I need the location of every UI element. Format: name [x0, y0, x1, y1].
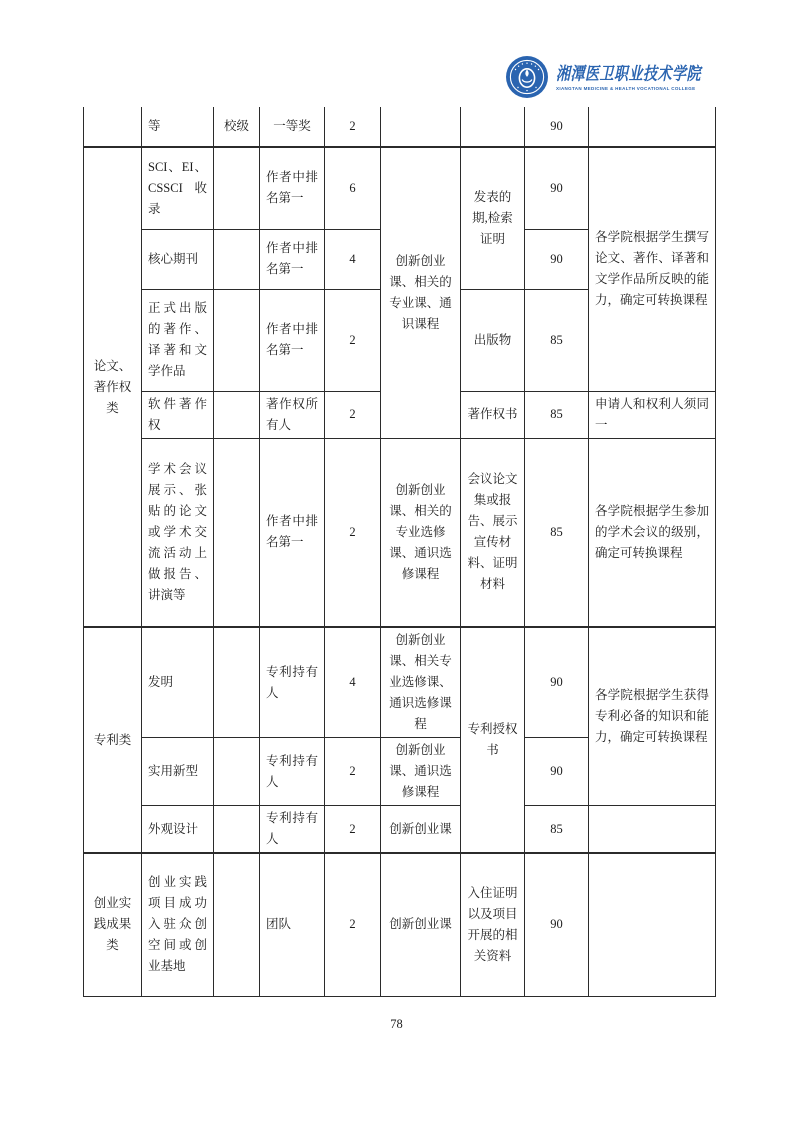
- college-name-en: XIANGTAN MEDICINE & HEALTH VOCATIONAL COLLEGE: [556, 86, 696, 91]
- table-row: [84, 147, 716, 229]
- cell-score: 90: [525, 627, 589, 738]
- cell-requirement: 专利持有人: [260, 806, 325, 854]
- cell-evidence: 专利授权书: [461, 627, 525, 853]
- cell-subtype: 外观设计: [142, 806, 214, 854]
- cell-score: 90: [525, 229, 589, 289]
- table-row: [84, 806, 716, 854]
- page-number: 78: [390, 1017, 403, 1031]
- cell-requirement: 作者中排名第一: [260, 147, 325, 229]
- cell-credit: 4: [325, 627, 381, 738]
- college-logo: [505, 55, 701, 99]
- credit-conversion-table: [83, 107, 716, 997]
- cell-level: 校级: [214, 107, 260, 147]
- cell-subtype: SCI、EI、CSSCI收录: [142, 147, 214, 229]
- cell-course: 创新创业课、相关的专业课、通识课程: [381, 147, 461, 438]
- cell-score: 90: [525, 853, 589, 996]
- cell-credit: 2: [325, 289, 381, 391]
- cell-credit: 2: [325, 738, 381, 806]
- cell-level: [214, 853, 260, 996]
- cell-evidence: 发表的期,检索证明: [461, 147, 525, 289]
- cell-course: 创新创业课、相关的专业选修课、通识选修课程: [381, 438, 461, 627]
- college-name-zh: 湘潭医卫职业技术学院: [556, 65, 701, 85]
- cell-level: [214, 627, 260, 738]
- cell-evidence: 入住证明以及项目开展的相关资料: [461, 853, 525, 996]
- cell-subtype: 核心期刊: [142, 229, 214, 289]
- cell-evidence: 会议论文集或报告、展示宣传材料、证明材料: [461, 438, 525, 627]
- cell-requirement: 专利持有人: [260, 738, 325, 806]
- cell-category: 创业实践成果类: [84, 853, 142, 996]
- cell-evidence: 出版物: [461, 289, 525, 391]
- cell-course: 创新创业课、通识选修课程: [381, 738, 461, 806]
- cell-level: [214, 289, 260, 391]
- credit-conversion-table-wrap: [83, 107, 716, 997]
- cell-category: 论文、著作权类: [84, 147, 142, 627]
- cell-credit: 4: [325, 229, 381, 289]
- cell-category: 专利类: [84, 627, 142, 853]
- cell-score: 85: [525, 289, 589, 391]
- college-emblem-icon: [505, 55, 549, 99]
- cell-score: 85: [525, 391, 589, 438]
- cell-note: 各学院根据学生撰写论文、著作、译著和文学作品所反映的能力，确定可转换课程: [589, 147, 716, 391]
- cell-subtype: 等: [142, 107, 214, 147]
- cell-score: 90: [525, 738, 589, 806]
- cell-note: [589, 806, 716, 854]
- table-row: [84, 627, 716, 738]
- cell-credit: 6: [325, 147, 381, 229]
- cell-subtype: 发明: [142, 627, 214, 738]
- college-name-block: [556, 63, 701, 91]
- cell-requirement: 一等奖: [260, 107, 325, 147]
- cell-level: [214, 147, 260, 229]
- cell-score: 90: [525, 107, 589, 147]
- cell-note: [589, 853, 716, 996]
- cell-subtype: 实用新型: [142, 738, 214, 806]
- cell-level: [214, 391, 260, 438]
- cell-score: 85: [525, 806, 589, 854]
- cell-requirement: 作者中排名第一: [260, 438, 325, 627]
- cell-credit: 2: [325, 806, 381, 854]
- cell-requirement: 著作权所有人: [260, 391, 325, 438]
- cell-subtype: 软件著作权: [142, 391, 214, 438]
- cell-score: 90: [525, 147, 589, 229]
- cell-requirement: 团队: [260, 853, 325, 996]
- cell-evidence: [461, 107, 525, 147]
- table-row: [84, 438, 716, 627]
- cell-subtype: 创业实践项目成功入驻众创空间或创业基地: [142, 853, 214, 996]
- cell-credit: 2: [325, 853, 381, 996]
- table-row: [84, 107, 716, 147]
- cell-course: [381, 107, 461, 147]
- cell-level: [214, 806, 260, 854]
- cell-note: 各学院根据学生参加的学术会议的级别，确定可转换课程: [589, 438, 716, 627]
- cell-level: [214, 229, 260, 289]
- cell-course: 创新创业课: [381, 806, 461, 854]
- cell-credit: 2: [325, 107, 381, 147]
- cell-category: [84, 107, 142, 147]
- cell-requirement: 作者中排名第一: [260, 289, 325, 391]
- cell-requirement: 专利持有人: [260, 627, 325, 738]
- cell-subtype: 学术会议展示、张贴的论文或学术交流活动上做报告、讲演等: [142, 438, 214, 627]
- cell-note: 申请人和权利人须同一: [589, 391, 716, 438]
- table-row: [84, 853, 716, 996]
- cell-evidence: 著作权书: [461, 391, 525, 438]
- cell-credit: 2: [325, 391, 381, 438]
- cell-subtype: 正式出版的著作、译著和文学作品: [142, 289, 214, 391]
- cell-note: 各学院根据学生获得专利必备的知识和能力，确定可转换课程: [589, 627, 716, 806]
- cell-credit: 2: [325, 438, 381, 627]
- cell-course: 创新创业课: [381, 853, 461, 996]
- cell-level: [214, 738, 260, 806]
- cell-note: [589, 107, 716, 147]
- cell-score: 85: [525, 438, 589, 627]
- cell-level: [214, 438, 260, 627]
- cell-course: 创新创业课、相关专业选修课、通识选修课程: [381, 627, 461, 738]
- cell-requirement: 作者中排名第一: [260, 229, 325, 289]
